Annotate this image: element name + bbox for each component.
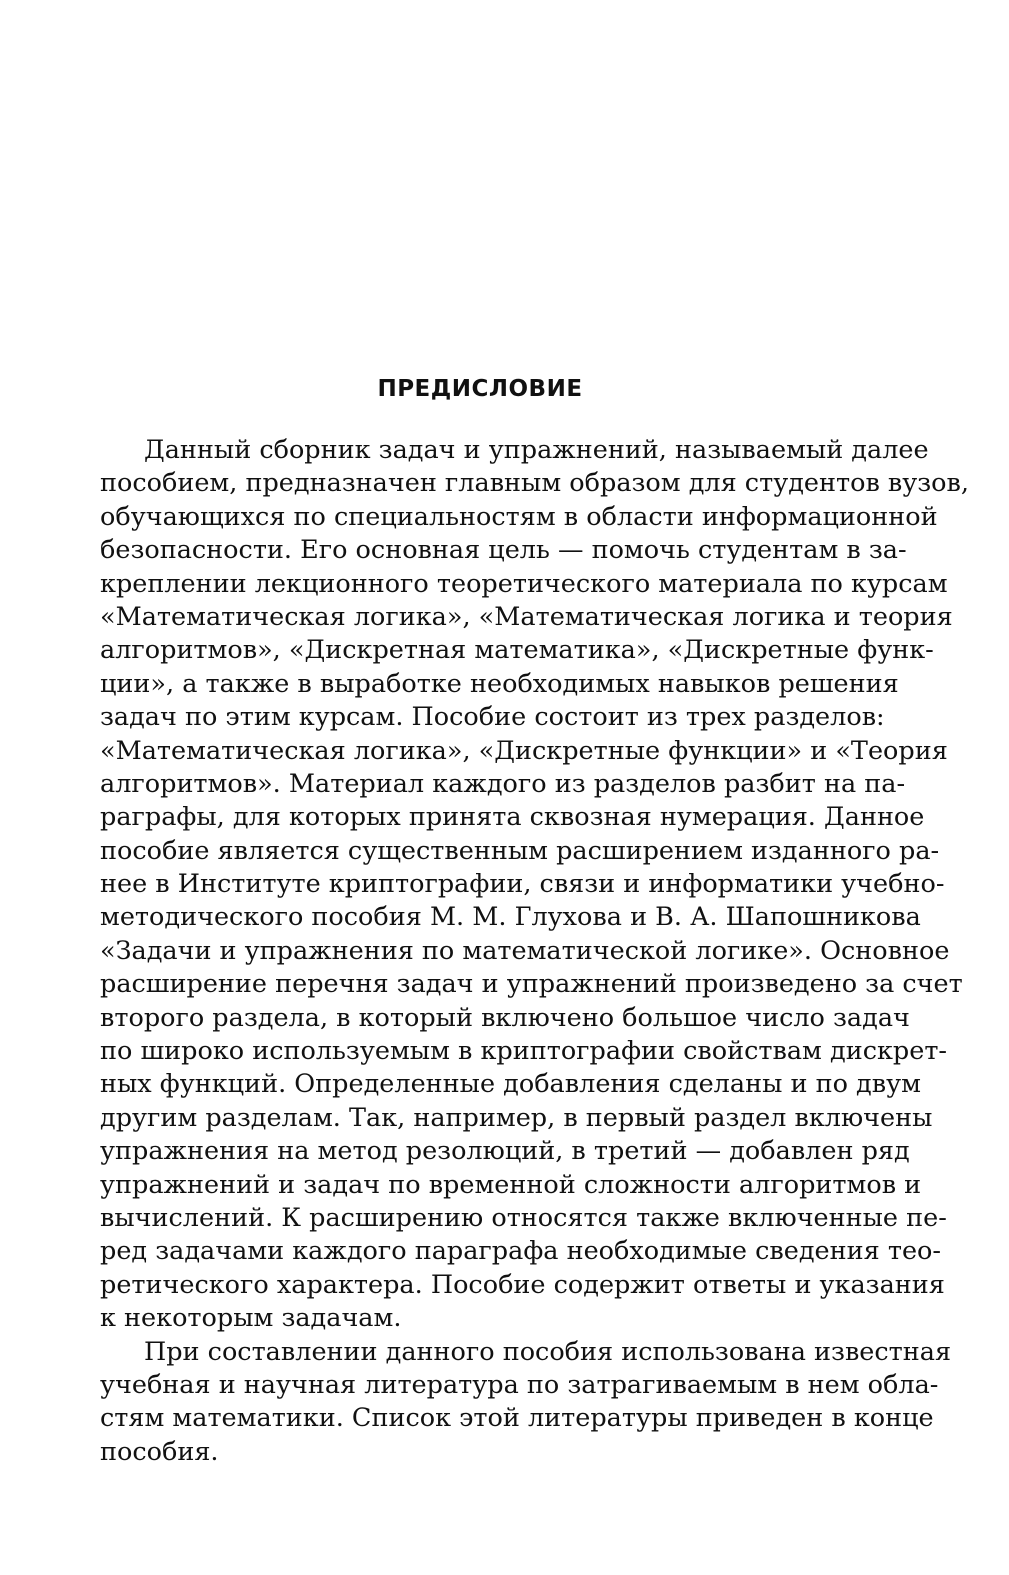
text-line: вычислений. К расширению относятся также включенные пе-: [100, 1202, 947, 1233]
text-line: При составлении данного пособия использована известная: [144, 1336, 952, 1367]
paragraph-2: [100, 1336, 952, 1470]
text-line: раграфы, для которых принята сквозная нумерация. Данное: [100, 802, 925, 833]
text-line: упражнения на метод резолюций, в третий — добавлен ряд: [100, 1136, 910, 1167]
text-line: методического пособия М. М. Глухова и В. А. Шапошникова: [100, 902, 921, 933]
text-line: ред задачами каждого параграфа необходимые сведения тео-: [100, 1236, 942, 1267]
text-line: ции», а также в выработке необходимых навыков решения: [100, 668, 899, 699]
text-line: «Математическая логика», «Дискретные функции» и «Теория: [100, 735, 948, 766]
text-line: расширение перечня задач и упражнений произведено за счет: [100, 969, 963, 1000]
text-line: по широко используемым в криптографии свойствам дискрет-: [100, 1036, 948, 1067]
preface-body: [100, 434, 969, 1469]
text-line: обучающихся по специальностям в области информационной: [100, 501, 938, 532]
text-line: стям математики. Список этой литературы приведен в конце: [100, 1403, 934, 1434]
text-line: упражнений и задач по временной сложности алгоритмов и: [100, 1169, 922, 1200]
text-line: ных функций. Определенные добавления сделаны и по двум: [100, 1069, 921, 1100]
text-line: второго раздела, в который включено большое число задач: [100, 1002, 910, 1033]
text-line: безопасности. Его основная цель — помочь студентам в за-: [100, 535, 907, 566]
text-line: пособие является существенным расширением изданного ра-: [100, 835, 940, 866]
text-line: нее в Институте криптографии, связи и информатики учебно-: [100, 869, 945, 900]
text-line: другим разделам. Так, например, в первый раздел включены: [100, 1102, 933, 1133]
text-line: алгоритмов», «Дискретная математика», «Дискретные функ-: [100, 635, 934, 666]
paragraph-1: [100, 434, 969, 1336]
text-line: креплении лекционного теоретического материала по курсам: [100, 568, 948, 599]
text-line: к некоторым задачам.: [100, 1303, 402, 1334]
section-heading: ПРЕДИСЛОВИЕ: [377, 376, 583, 402]
text-line: алгоритмов». Материал каждого из разделов разбит на па-: [100, 768, 906, 799]
text-line: пособием, предназначен главным образом для студентов вузов,: [100, 468, 969, 499]
text-line: ретического характера. Пособие содержит ответы и указания: [100, 1269, 945, 1300]
text-line: пособия.: [100, 1436, 219, 1467]
text-line: учебная и научная литература по затрагиваемым в нем обла-: [100, 1369, 939, 1400]
text-line: «Математическая логика», «Математическая логика и теория: [100, 601, 953, 632]
text-line: Данный сборник задач и упражнений, называемый далее: [144, 435, 929, 465]
text-line: задач по этим курсам. Пособие состоит из трех разделов:: [100, 702, 885, 733]
text-line: «Задачи и упражнения по математической логике». Основное: [100, 935, 950, 966]
